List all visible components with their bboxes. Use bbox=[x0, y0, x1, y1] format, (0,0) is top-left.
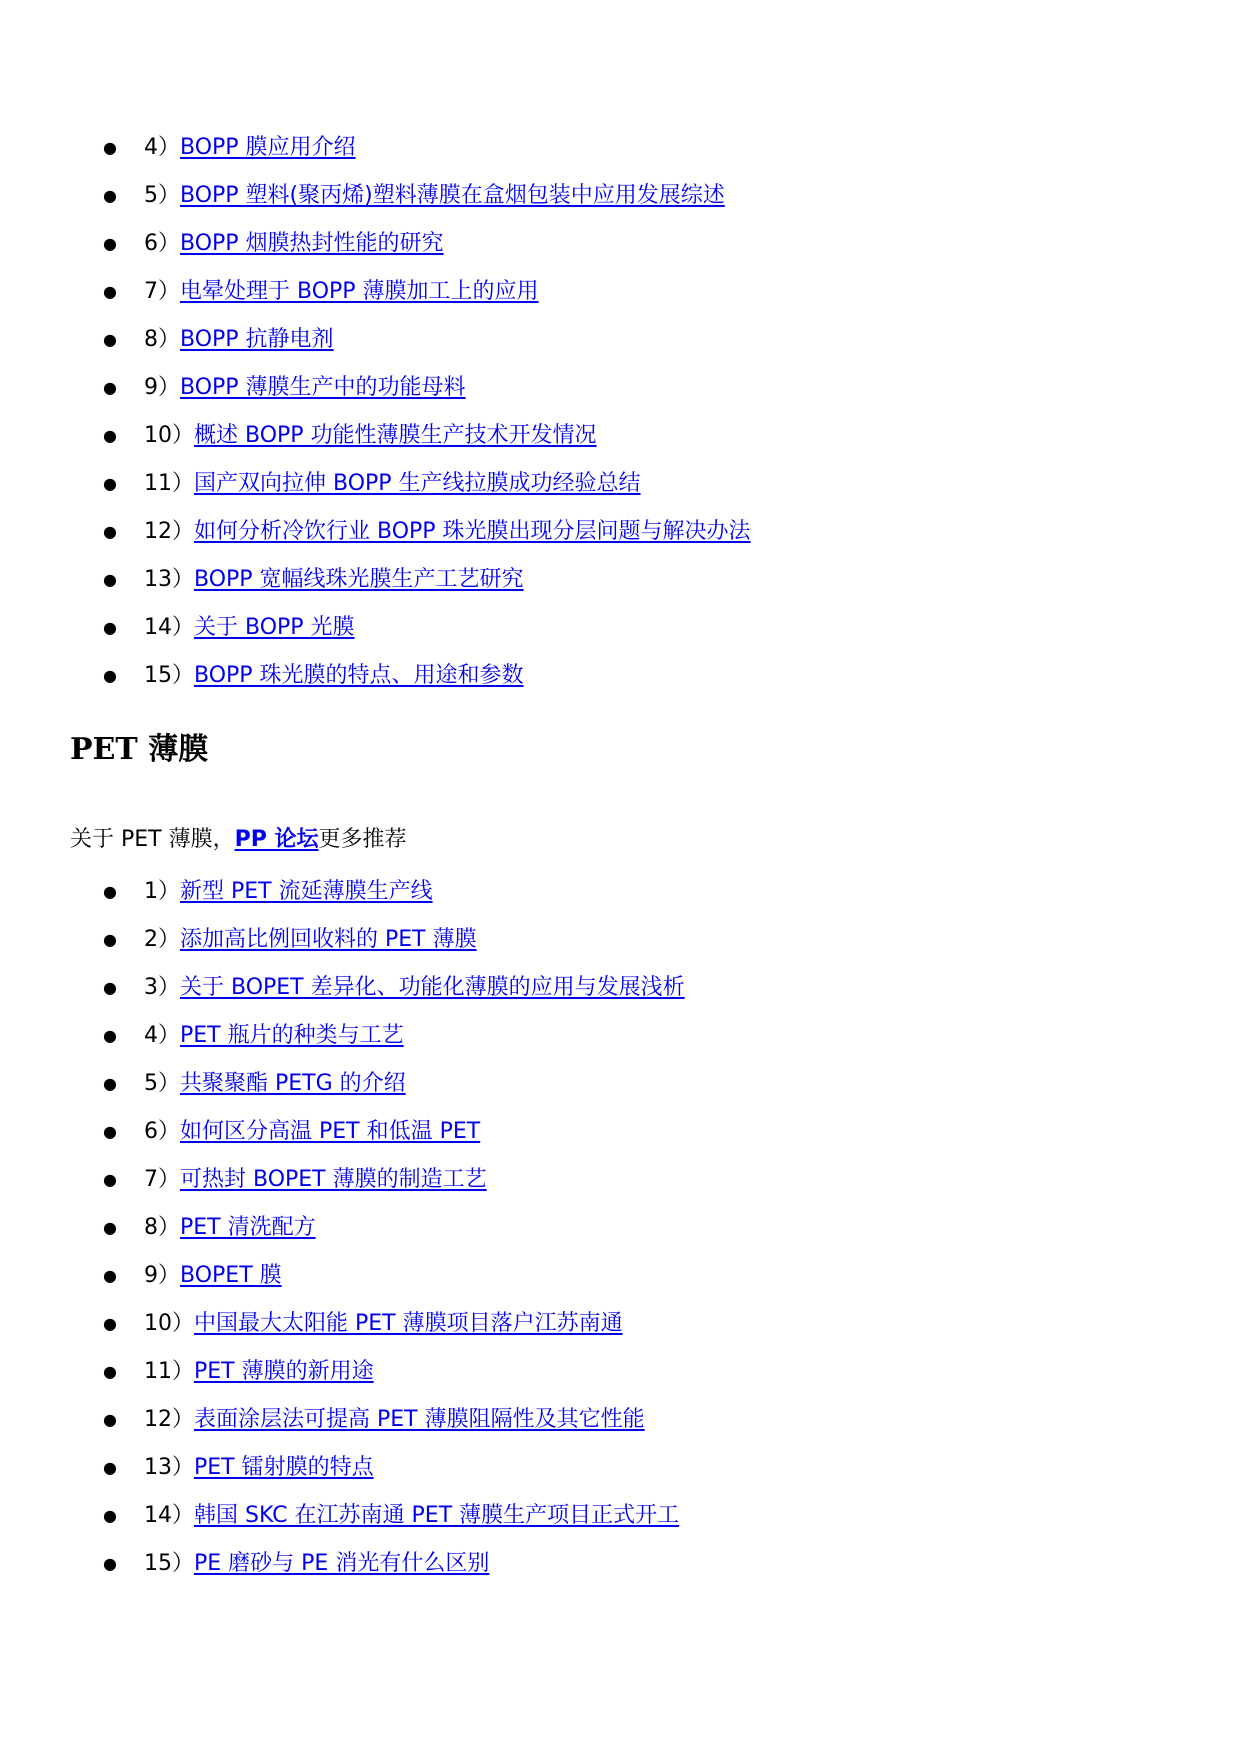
article-link[interactable]: BOPET 膜 bbox=[180, 1263, 282, 1288]
bopp-article-list bbox=[0, 124, 1241, 700]
list-item-text bbox=[144, 460, 641, 508]
bullet-icon: ● bbox=[103, 1410, 117, 1429]
list-item bbox=[0, 1012, 1241, 1060]
list-item bbox=[0, 1204, 1241, 1252]
article-link[interactable]: 表面涂层法可提高 PET 薄膜阻隔性及其它性能 bbox=[194, 1407, 645, 1432]
bullet-icon: ● bbox=[103, 282, 117, 301]
bullet-icon: ● bbox=[103, 930, 117, 949]
list-item-number: 7） bbox=[144, 279, 180, 304]
section-title-pet: PET 薄膜 bbox=[70, 732, 209, 767]
list-item-text bbox=[144, 1108, 480, 1156]
list-item-text bbox=[144, 1300, 623, 1348]
bullet-icon: ● bbox=[103, 978, 117, 997]
article-link[interactable]: 中国最大太阳能 PET 薄膜项目落户江苏南通 bbox=[194, 1311, 623, 1336]
list-item bbox=[0, 124, 1241, 172]
article-link[interactable]: PET 镭射膜的特点 bbox=[194, 1455, 374, 1480]
list-item bbox=[0, 460, 1241, 508]
list-item bbox=[0, 868, 1241, 916]
article-link[interactable]: 关于 BOPP 光膜 bbox=[194, 615, 355, 640]
list-item-text bbox=[144, 1396, 645, 1444]
list-item-number: 10） bbox=[144, 1311, 194, 1336]
bullet-icon: ● bbox=[103, 234, 117, 253]
list-item-text bbox=[144, 268, 539, 316]
list-item bbox=[0, 1348, 1241, 1396]
bullet-icon: ● bbox=[103, 474, 117, 493]
list-item-text bbox=[144, 1252, 282, 1300]
article-link[interactable]: PET 清洗配方 bbox=[180, 1215, 316, 1240]
bullet-icon: ● bbox=[103, 1074, 117, 1093]
list-item-text bbox=[144, 556, 524, 604]
list-item-number: 11） bbox=[144, 471, 194, 496]
list-item-text bbox=[144, 1204, 316, 1252]
list-item-text bbox=[144, 124, 356, 172]
pp-forum-link[interactable]: PP 论坛 bbox=[234, 827, 319, 852]
list-item-number: 6） bbox=[144, 231, 180, 256]
list-item-number: 5） bbox=[144, 1071, 180, 1096]
bullet-icon: ● bbox=[103, 330, 117, 349]
pet-article-list bbox=[0, 868, 1241, 1588]
bullet-icon: ● bbox=[103, 1026, 117, 1045]
list-item-text bbox=[144, 868, 433, 916]
list-item-number: 12） bbox=[144, 1407, 194, 1432]
bullet-icon: ● bbox=[103, 570, 117, 589]
list-item bbox=[0, 1108, 1241, 1156]
bullet-icon: ● bbox=[103, 1122, 117, 1141]
list-item-number: 7） bbox=[144, 1167, 180, 1192]
list-item bbox=[0, 604, 1241, 652]
bullet-icon: ● bbox=[103, 138, 117, 157]
list-item-text bbox=[144, 172, 725, 220]
list-item-text bbox=[144, 1012, 404, 1060]
list-item bbox=[0, 556, 1241, 604]
list-item bbox=[0, 268, 1241, 316]
list-item-number: 3） bbox=[144, 975, 180, 1000]
list-item-number: 2） bbox=[144, 927, 180, 952]
list-item-text bbox=[144, 652, 524, 700]
list-item-number: 12） bbox=[144, 519, 194, 544]
list-item bbox=[0, 364, 1241, 412]
list-item-number: 14） bbox=[144, 1503, 194, 1528]
list-item bbox=[0, 172, 1241, 220]
list-item-text bbox=[144, 1156, 487, 1204]
list-item bbox=[0, 1156, 1241, 1204]
article-link[interactable]: 关于 BOPET 差异化、功能化薄膜的应用与发展浅析 bbox=[180, 975, 685, 1000]
pet-intro bbox=[70, 818, 407, 862]
pet-intro-prefix: 关于 PET 薄膜， bbox=[70, 827, 235, 852]
article-link[interactable]: 如何分析冷饮行业 BOPP 珠光膜出现分层问题与解决办法 bbox=[194, 519, 751, 544]
bullet-icon: ● bbox=[103, 882, 117, 901]
article-link[interactable]: 共聚聚酯 PETG 的介绍 bbox=[180, 1071, 406, 1096]
list-item-text bbox=[144, 1060, 406, 1108]
list-item bbox=[0, 916, 1241, 964]
list-item-text bbox=[144, 220, 444, 268]
bullet-icon: ● bbox=[103, 1170, 117, 1189]
list-item-number: 8） bbox=[144, 327, 180, 352]
list-item bbox=[0, 508, 1241, 556]
pet-intro-suffix: 更多推荐 bbox=[318, 827, 407, 852]
article-link[interactable]: BOPP 薄膜生产中的功能母料 bbox=[180, 375, 466, 400]
article-link[interactable]: BOPP 膜应用介绍 bbox=[180, 135, 356, 160]
list-item-number: 13） bbox=[144, 567, 194, 592]
list-item-number: 15） bbox=[144, 663, 194, 688]
list-item-number: 14） bbox=[144, 615, 194, 640]
bullet-icon: ● bbox=[103, 1218, 117, 1237]
bullet-icon: ● bbox=[103, 1266, 117, 1285]
list-item-text bbox=[144, 964, 685, 1012]
bullet-icon: ● bbox=[103, 1362, 117, 1381]
bullet-icon: ● bbox=[103, 666, 117, 685]
list-item-number: 13） bbox=[144, 1455, 194, 1480]
article-link[interactable]: BOPP 塑料(聚丙烯)塑料薄膜在盒烟包装中应用发展综述 bbox=[180, 183, 725, 208]
list-item-text bbox=[144, 1444, 374, 1492]
article-link[interactable]: 概述 BOPP 功能性薄膜生产技术开发情况 bbox=[194, 423, 597, 448]
bullet-icon: ● bbox=[103, 1314, 117, 1333]
list-item bbox=[0, 412, 1241, 460]
bullet-icon: ● bbox=[103, 1506, 117, 1525]
list-item-number: 4） bbox=[144, 1023, 180, 1048]
list-item bbox=[0, 1540, 1241, 1588]
article-link[interactable]: PE 磨砂与 PE 消光有什么区别 bbox=[194, 1551, 490, 1576]
bullet-icon: ● bbox=[103, 618, 117, 637]
list-item-text bbox=[144, 412, 597, 460]
list-item-number: 6） bbox=[144, 1119, 180, 1144]
list-item-number: 11） bbox=[144, 1359, 194, 1384]
list-item-number: 15） bbox=[144, 1551, 194, 1576]
list-item-text bbox=[144, 1348, 374, 1396]
article-link[interactable]: 如何区分高温 PET 和低温 PET bbox=[180, 1119, 481, 1144]
list-item bbox=[0, 220, 1241, 268]
list-item-text bbox=[144, 1492, 679, 1540]
article-link[interactable]: BOPP 珠光膜的特点、用途和参数 bbox=[194, 663, 524, 688]
list-item bbox=[0, 1060, 1241, 1108]
bullet-icon: ● bbox=[103, 1554, 117, 1573]
article-link[interactable]: BOPP 宽幅线珠光膜生产工艺研究 bbox=[194, 567, 524, 592]
list-item-text bbox=[144, 364, 466, 412]
bullet-icon: ● bbox=[103, 426, 117, 445]
list-item-text bbox=[144, 316, 334, 364]
list-item bbox=[0, 964, 1241, 1012]
bullet-icon: ● bbox=[103, 522, 117, 541]
article-link[interactable]: PET 瓶片的种类与工艺 bbox=[180, 1023, 404, 1048]
list-item bbox=[0, 652, 1241, 700]
list-item-text bbox=[144, 916, 477, 964]
article-link[interactable]: BOPP 烟膜热封性能的研究 bbox=[180, 231, 444, 256]
list-item-number: 1） bbox=[144, 879, 180, 904]
list-item-number: 8） bbox=[144, 1215, 180, 1240]
bullet-icon: ● bbox=[103, 1458, 117, 1477]
list-item bbox=[0, 1396, 1241, 1444]
article-link[interactable]: 电晕处理于 BOPP 薄膜加工上的应用 bbox=[180, 279, 539, 304]
article-link[interactable]: 国产双向拉伸 BOPP 生产线拉膜成功经验总结 bbox=[194, 471, 641, 496]
article-link[interactable]: 韩国 SKC 在江苏南通 PET 薄膜生产项目正式开工 bbox=[194, 1503, 680, 1528]
list-item bbox=[0, 1444, 1241, 1492]
list-item-number: 10） bbox=[144, 423, 194, 448]
article-link[interactable]: PET 薄膜的新用途 bbox=[194, 1359, 374, 1384]
list-item-text bbox=[144, 508, 751, 556]
list-item bbox=[0, 1300, 1241, 1348]
bullet-icon: ● bbox=[103, 186, 117, 205]
list-item bbox=[0, 316, 1241, 364]
list-item-number: 9） bbox=[144, 375, 180, 400]
list-item-number: 4） bbox=[144, 135, 180, 160]
list-item-text bbox=[144, 1540, 489, 1588]
list-item bbox=[0, 1492, 1241, 1540]
list-item-text bbox=[144, 604, 355, 652]
article-link[interactable]: 可热封 BOPET 薄膜的制造工艺 bbox=[180, 1167, 487, 1192]
article-link[interactable]: BOPP 抗静电剂 bbox=[180, 327, 334, 352]
list-item-number: 9） bbox=[144, 1263, 180, 1288]
list-item-number: 5） bbox=[144, 183, 180, 208]
article-link[interactable]: 新型 PET 流延薄膜生产线 bbox=[180, 879, 433, 904]
list-item bbox=[0, 1252, 1241, 1300]
article-link[interactable]: 添加高比例回收料的 PET 薄膜 bbox=[180, 927, 477, 952]
bullet-icon: ● bbox=[103, 378, 117, 397]
